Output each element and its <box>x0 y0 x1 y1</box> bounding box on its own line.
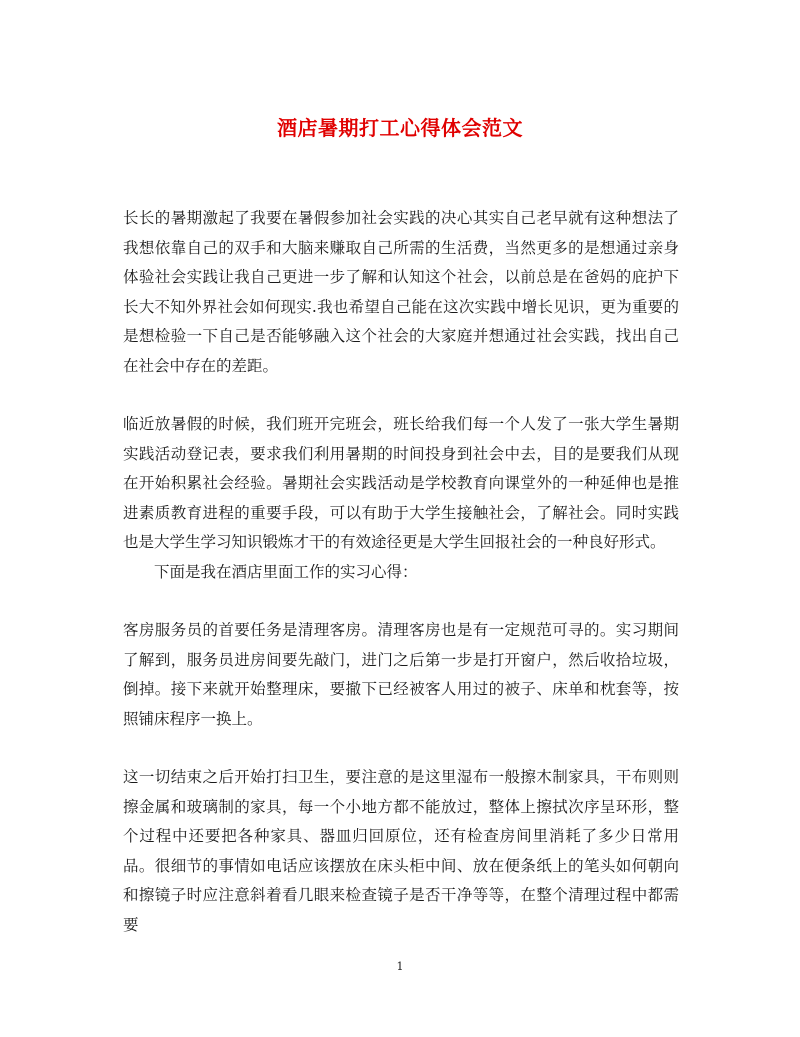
paragraph-spacer <box>123 734 679 763</box>
document-title: 酒店暑期打工心得体会范文 <box>277 116 523 140</box>
paragraph-3: 下面是我在酒店里面工作的实习心得： <box>154 562 418 581</box>
paragraph-1: 长长的暑期激起了我要在暑假参加社会实践的决心其实自己老早就有这种想法了我想依靠自己的双手和大脑来赚取自己所需的生活费，当然更多的是想通过亲身体验社会实践让我自己更进一步了解和认知这个社会，以前总是在爸妈的庇护下长大不知外界社会如何现实.我也希望自己能在这次实践中增长见识，更为重要的是想检验一下自己是否能够融入这个社会的大家庭并想通过社会实践，找出自己在社会中存在的差距。 <box>123 209 679 375</box>
paragraph-spacer <box>123 587 679 616</box>
document-body <box>123 204 679 940</box>
page-number: 1 <box>396 960 404 973</box>
paragraph-5: 这一切结束之后开始打扫卫生，要注意的是这里湿布一般擦木制家具，干布则则擦金属和玻璃制的家具，每一个小地方都不能放过，整体上擦拭次序呈环形，整个过程中还要把各种家具、器皿归回原位，还有检查房间里消耗了多少日常用品。很细节的事情如电话应该摆放在床头柜中间、放在便条纸上的笔头如何朝向和擦镜子时应注意斜着看几眼来检查镜子是否干净等等，在整个清理过程中都需要 <box>123 768 679 934</box>
paragraph-4: 客房服务员的首要任务是清理客房。清理客房也是有一定规范可寻的。实习期间了解到，服务员进房间要先敲门，进门之后第一步是打开窗户，然后收拾垃圾，倒掉。接下来就开始整理床，要撤下已经被客人用过的被子、床单和枕套等，按照铺床程序一换上。 <box>123 621 679 728</box>
paragraph-2: 临近放暑假的时候，我们班开完班会，班长给我们每一个人发了一张大学生暑期实践活动登记表，要求我们利用暑期的时间投身到社会中去，目的是要我们从现在开始积累社会经验。暑期社会实践活动是学校教育向课堂外的一种延伸也是推进素质教育进程的重要手段，可以有助于大学生接触社会，了解社会。同时实践也是大学生学习知识锻炼才干的有效途径更是大学生回报社会的一种良好形式。 <box>123 415 679 551</box>
paragraph-spacer <box>123 381 679 410</box>
